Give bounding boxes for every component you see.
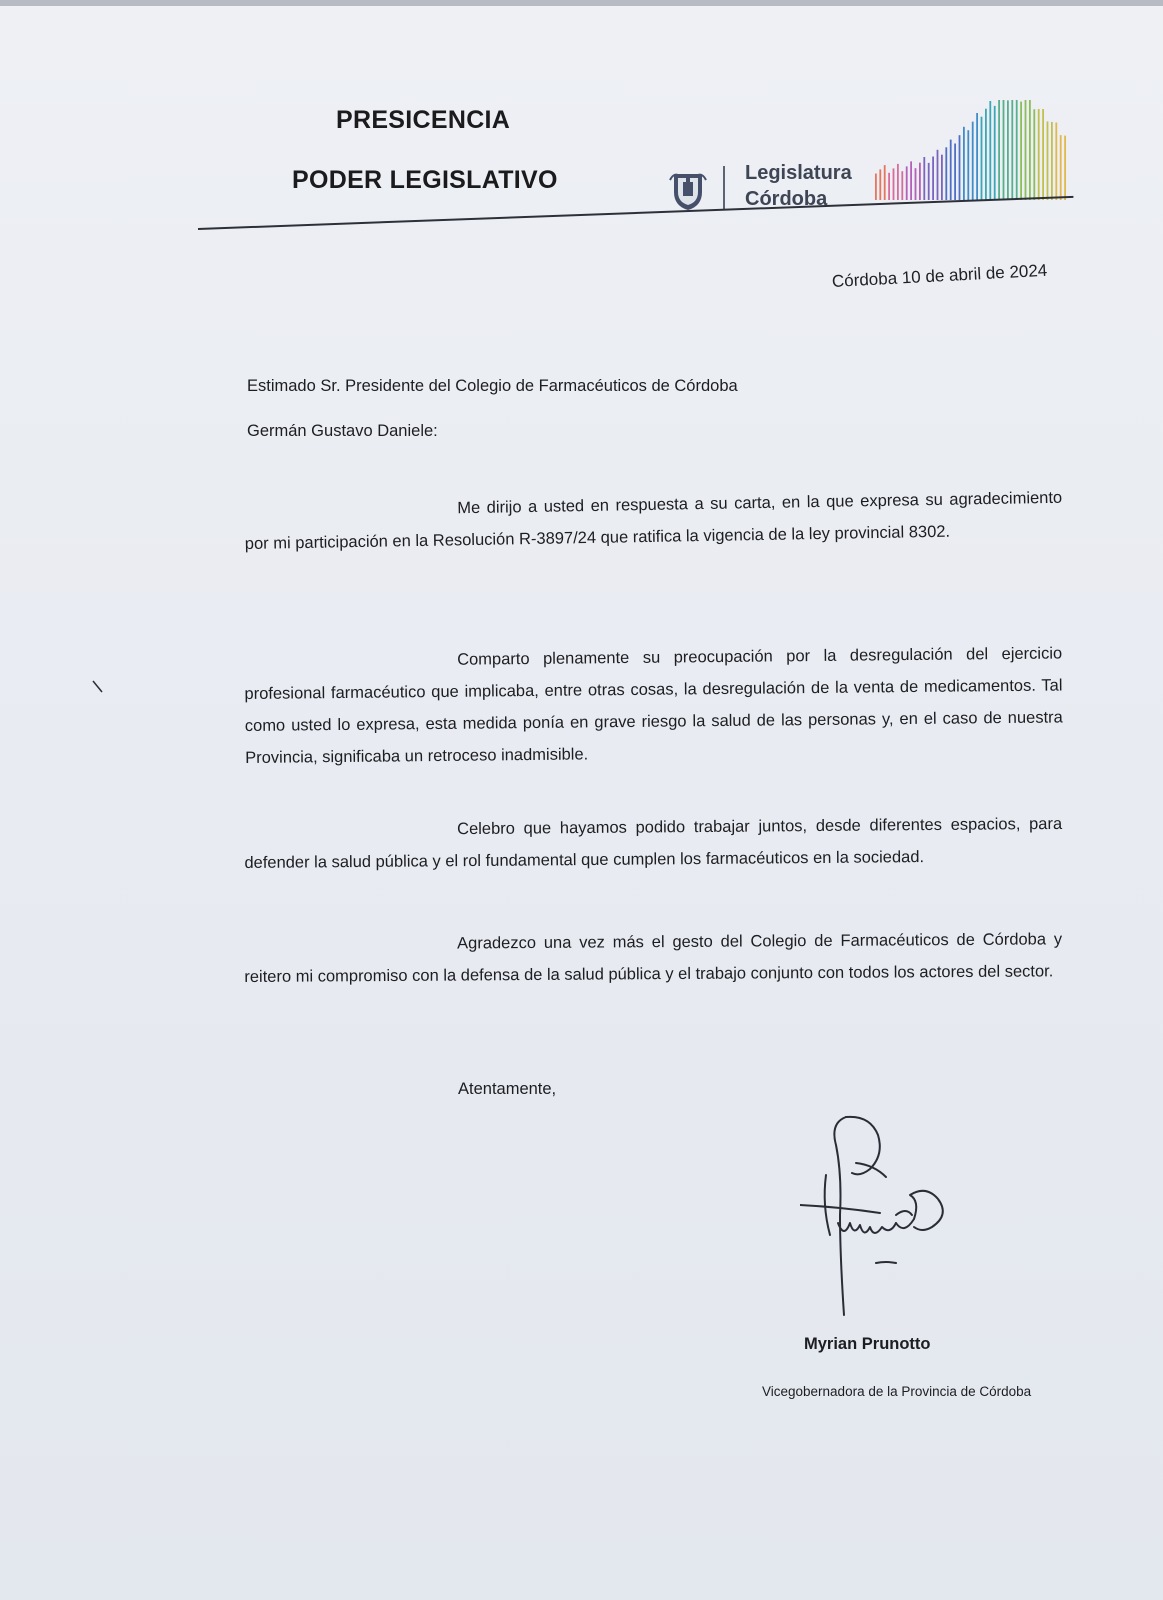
logo-bar [915, 168, 917, 200]
logo-bar [875, 174, 877, 201]
logo-bar [1064, 136, 1066, 200]
salutation: Estimado Sr. Presidente del Colegio de Farmacéuticos de Córdoba [247, 377, 738, 395]
logo-bar [884, 165, 886, 200]
logo-bar [976, 113, 978, 200]
paragraph-3: Celebro que hayamos podido trabajar juntos, desde diferentes espacios, para defender la salud pública y el rol fundamental que cumplen los farmacéuticos en la sociedad. [244, 814, 1063, 872]
logo-bar [959, 135, 961, 200]
logo-bar [963, 127, 965, 200]
logo-bar [932, 157, 934, 201]
logo-bar [1007, 100, 1009, 200]
logo-bar [1016, 100, 1018, 200]
logo-bar [923, 157, 925, 200]
logo-bar [937, 150, 939, 200]
logo-bar [893, 168, 895, 200]
logo-bar [1042, 109, 1044, 200]
signer-name: Myrian Prunotto [804, 1335, 931, 1353]
logo-bar [1020, 102, 1022, 200]
signer-role: Vicegobernadora de la Provincia de Córdoba [762, 1384, 1032, 1399]
page-top-edge [0, 0, 1163, 6]
rainbow-bars-icon [873, 100, 1073, 204]
logo-bar [981, 117, 983, 200]
logo-bar [1025, 100, 1027, 200]
logo-separator [723, 166, 725, 210]
pen-mark [92, 680, 104, 694]
closing: Atentamente, [458, 1080, 557, 1098]
header-subtitle: PODER LEGISLATIVO [292, 166, 558, 194]
logo-bar [906, 166, 908, 200]
logo-bar [1029, 100, 1031, 200]
logo-bar [954, 144, 956, 201]
logo-bar [945, 147, 947, 200]
logo-bar [994, 106, 996, 200]
logo-bar [1055, 123, 1057, 201]
logo-bar [1051, 122, 1053, 200]
logo-bar [879, 169, 881, 200]
logo-bar [967, 130, 969, 200]
header-title: PRESICENCIA [336, 106, 511, 134]
logo-bar [1003, 100, 1005, 200]
addressee: Germán Gustavo Daniele: [247, 422, 438, 440]
logo-bar [1033, 109, 1035, 200]
logo-bar [950, 140, 952, 200]
logo-bar [989, 101, 991, 200]
logo-bar [1011, 100, 1013, 200]
logo-bar [985, 109, 987, 200]
logo-bar [998, 100, 1000, 200]
logo-bar [897, 164, 899, 200]
coat-of-arms-icon [668, 168, 708, 212]
paragraph-1: Me dirijo a usted en respuesta a su carta, en la que expresa su agradecimiento por mi participación en la Resolución R-3897/24 que ratifica la vigencia de la ley provincial 8302. [244, 488, 1063, 553]
logo-bar [901, 171, 903, 200]
handwritten-signature [800, 1115, 990, 1325]
logo-bar [888, 173, 890, 200]
logo-word-cordoba: Córdoba [745, 188, 828, 210]
logo-bar [919, 163, 921, 200]
logo-bar [1047, 121, 1049, 200]
logo-bar [1038, 109, 1040, 200]
logo-bar [972, 122, 974, 200]
logo-bar [910, 161, 912, 200]
logo-bar [928, 163, 930, 200]
logo-bar [1060, 135, 1062, 200]
paragraph-2: Comparto plenamente su preocupación por la desregulación del ejercicio profesional farmacéutico que implicaba, entre otras cosas, la desregulación de la venta de medicamentos. Tal como usted lo expresa, esta medida ponía en grave riesgo la salud de las personas y, en el caso de nuestra Provincia, significaba un retroceso inadmisible. [244, 644, 1063, 767]
logo-bar [941, 155, 943, 200]
logo-word-legislatura: Legislatura [745, 162, 852, 184]
paragraph-4: Agradezco una vez más el gesto del Colegio de Farmacéuticos de Córdoba y reitero mi compromiso con la defensa de la salud pública y el trabajo conjunto con todos los actores del sector. [244, 930, 1063, 986]
letter-date: Córdoba 10 de abril de 2024 [831, 260, 1048, 291]
